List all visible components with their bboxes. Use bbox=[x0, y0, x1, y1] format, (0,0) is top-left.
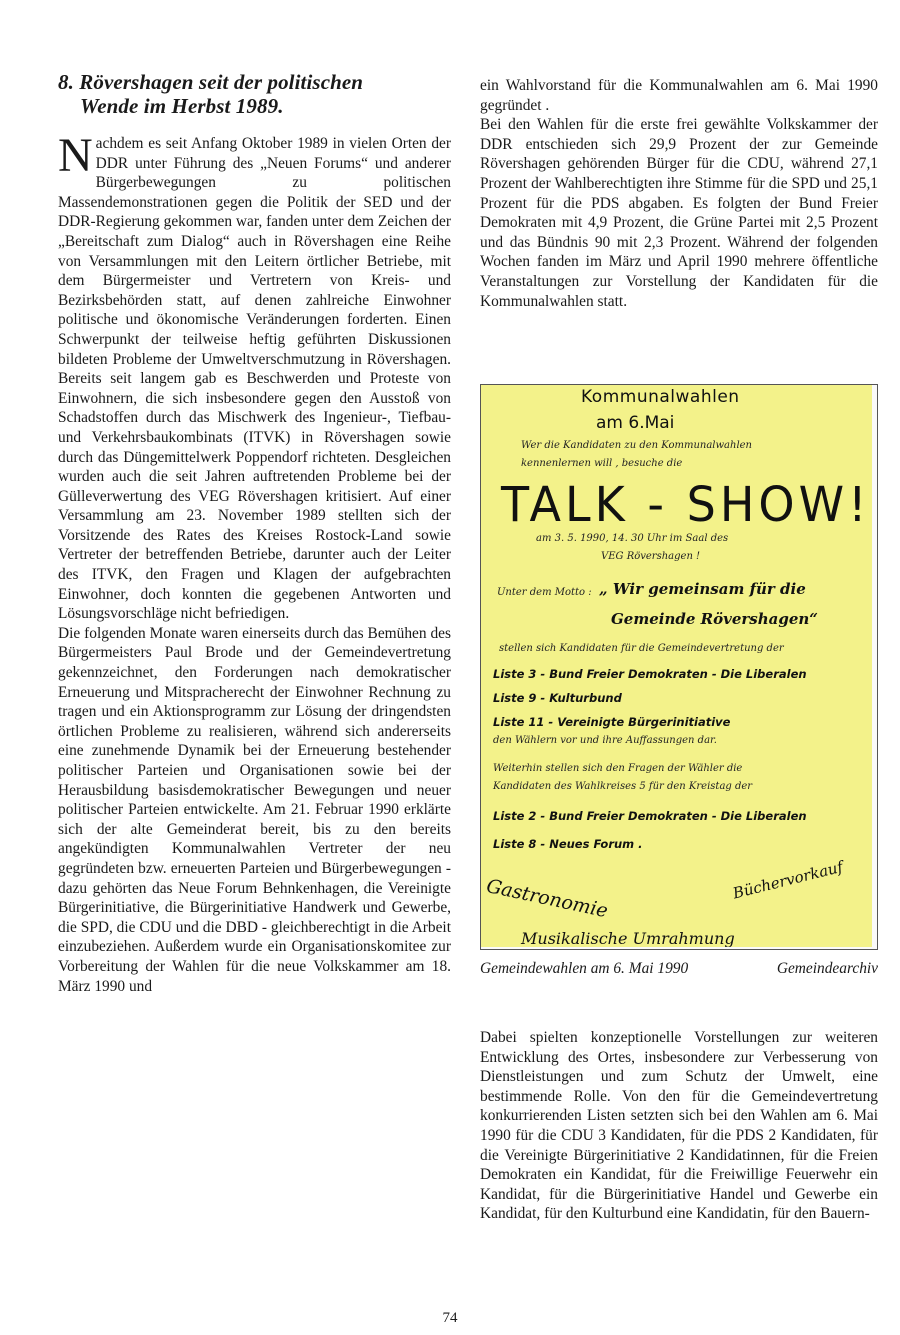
section-heading bbox=[58, 70, 451, 118]
poster-date: am 6.Mai bbox=[596, 413, 675, 433]
left-column bbox=[58, 70, 451, 996]
page-number: 74 bbox=[442, 1310, 458, 1326]
poster-caption bbox=[480, 960, 878, 978]
paragraph-volkskammer-results: Bei den Wahlen für die erste frei gewählte Volkskammer der DDR entschieden sich 29,9 Prozent der zur Gemeinde Rövershagen gehörenden Bürger für die CDU, während 27,1 Prozent der Wahlberechtigten ihre Stimme für die SPD und 25,1 Prozent für die PDS abgaben. Es folgten der Bund Freier Demokraten mit 4,9 Prozent, die Grüne Partei mit 2,5 Prozent und das Bündnis 90 mit 2,3 Prozent. Während der folgenden Wochen fanden im März und April 1990 mehrere öffentliche Veranstaltungen zur Vorstellung der Kandidaten für die Kommunalwahlen statt. bbox=[480, 116, 878, 310]
poster-gastronomy: Gastronomie bbox=[484, 875, 610, 923]
poster-list-11: Liste 11 - Vereinigte Bürgerinitiative bbox=[493, 715, 731, 729]
poster-music: Musikalische Umrahmung bbox=[521, 929, 735, 947]
caption-source: Gemeindearchiv bbox=[776, 960, 878, 977]
paragraph-local-elections: Dabei spielten konzeptionelle Vorstellungen zur weiteren Entwicklung des Ortes, insbesondere zur Verbesserung von Dienstleistungen und zum Schutz der Umwelt, eine bestimmende Rolle. Von den für die Gemeindevertretung konkurrierenden Listen setzten sich bei den Wahlen am 6. Mai 1990 für die CDU 3 Kandidaten, für die PDS 2 Kandidaten, für die Vereinigte Bürgerinitiative 2 Kandidatinnen, für die Freien Demokraten ein Kandidat, für die Freiwillige Feuerwehr ein Kandidat, für die Bürgerinitiative Handel und Gewerbe ein Kandidat, für den Kulturbund eine Kandidatin, für den Bauern- bbox=[480, 1029, 878, 1223]
poster-answers: den Wählern vor und ihre Auffassungen dar. bbox=[493, 735, 717, 746]
poster-when-line-1: am 3. 5. 1990, 14. 30 Uhr im Saal des bbox=[536, 533, 729, 544]
paragraph-intro-text: achdem es seit Anfang Oktober 1989 in vielen Orten der DDR unter Führung des „Neuen Forums“ und anderer Bürgerbewegungen zu politischen Massendemonstrationen gegen die Politik der SED und der DDR-Regierung gekommen war, fanden unter dem Zeichen der „Bereitschaft zum Dialog“ auch in Rövershagen eine Reihe von Versammlungen mit den Leitern örtlicher Betriebe, mit dem Bürgermeister und Vertretern von Kreis- und Bezirksbehörden statt, auf denen zahlreiche Einwohner politische und ökonomische Veränderungen forderten. Einen Schwerpunkt der teilweise heftig geführten Diskussionen bildeten Probleme der Umweltverschmutzung in Rövershagen. Bereits seit langem gab es Beschwerden und Proteste von Einwohnern, die sich insbesondere gegen den Ausstoß von Schadstoffen durch das Mischwerk des Ingenieur-, Tiefbau- und Verkehrsbaukombinats (ITVK) in Rövershagen sowie durch das Düngemittelwerk Poppendorf richteten. Desgleichen wurden auch die seit Jahren auftretenden Probleme bei der Gülleverwertung des VEG Rövershagen kritisiert. Auf einer Versammlung am 23. November 1989 stellten sich der Vorsitzende des Rates des Kreises Rostock-Land sowie Vertreter der betreffenden Betriebe, darunter auch der Leiter des ITVK, den Fragen und Klagen der aufgebrachten Einwohner, doch konnten die gegebenen Antworten und Lösungsvorschläge nicht befriedigen. bbox=[58, 135, 451, 623]
poster-when-line-2: VEG Rövershagen ! bbox=[601, 551, 701, 562]
poster-list-9: Liste 9 - Kulturbund bbox=[493, 691, 622, 705]
heading-line-2: Wende im Herbst 1989. bbox=[80, 94, 284, 118]
poster-headline: TALK - SHOW! bbox=[501, 475, 871, 533]
poster-list-8: Liste 8 - Neues Forum . bbox=[493, 837, 643, 851]
poster-book-sale: Büchervorkauf bbox=[731, 857, 845, 903]
poster-motto-prefix: Unter dem Motto : bbox=[497, 587, 592, 598]
right-column-bottom bbox=[480, 1028, 878, 1224]
drop-cap: N bbox=[58, 129, 93, 182]
election-poster-image bbox=[481, 385, 872, 947]
paragraph-following-months: Die folgenden Monate waren einerseits durch das Bemühen des Bürgermeisters Paul Brode und der Gemeindevertretung gekennzeichnet, den Forderungen nach demokratischer Erneuerung und Mitspracherecht der Einwohner Rechnung zu tragen und ein Aktionsprogramm zur Lösung der dringendsten örtlichen Probleme zu realisieren, während sich andererseits eine zunehmende Dynamik bei der Erneuerung bestehender politischer Parteien und Organisationen sowie bei der Herausbildung basisdemokratischer Bewegungen und neuer politischer Parteien entwickelte. Am 21. Februar 1990 erklärte sich der alte Gemeinderat bereit, bis zu den bereits angekündigten Kommunalwahlen Vertreter der neu gegründeten bzw. erneuerten Parteien und Bürgerbewegungen - dazu gehörten das Neue Forum Behnkenhagen, die Vereinigte Bürgerinitiative, die Bürgerinitiative Handwerk und Gewerbe, die SPD, die CDU und die DBD - gleichberechtigt in die Arbeit einzubeziehen. Außerdem wurde ein Organisationskomitee zur Vorbereitung der Wahlen für die neue Volkskammer am 18. März 1990 und bbox=[58, 624, 451, 995]
paragraph-intro bbox=[58, 129, 451, 624]
poster-motto-line-1: „ Wir gemeinsam für die bbox=[599, 580, 806, 598]
caption-title: Gemeindewahlen am 6. Mai 1990 bbox=[480, 960, 689, 977]
poster-further-line-2: Kandidaten des Wahlkreises 5 für den Kreistag der bbox=[493, 781, 753, 792]
poster-intro-line-1: Wer die Kandidaten zu den Kommunalwahlen bbox=[521, 440, 753, 451]
poster-list-3: Liste 3 - Bund Freier Demokraten - Die Liberalen bbox=[493, 667, 807, 681]
poster-list-2: Liste 2 - Bund Freier Demokraten - Die Liberalen bbox=[493, 809, 807, 823]
poster-motto-line-2: Gemeinde Rövershagen“ bbox=[611, 610, 818, 628]
poster-title: Kommunalwahlen bbox=[581, 387, 740, 407]
heading-line-1: 8. Rövershagen seit der politischen bbox=[58, 70, 364, 94]
paragraph-election-committee: ein Wahlvorstand für die Kommunalwahlen am 6. Mai 1990 gegründet . bbox=[480, 77, 878, 114]
poster-lists-intro: stellen sich Kandidaten für die Gemeindevertretung der bbox=[499, 643, 784, 654]
poster-intro-line-2: kennenlernen will , besuche die bbox=[521, 458, 683, 469]
right-column-top bbox=[480, 76, 878, 311]
poster-further-line-1: Weiterhin stellen sich den Fragen der Wähler die bbox=[493, 763, 743, 774]
